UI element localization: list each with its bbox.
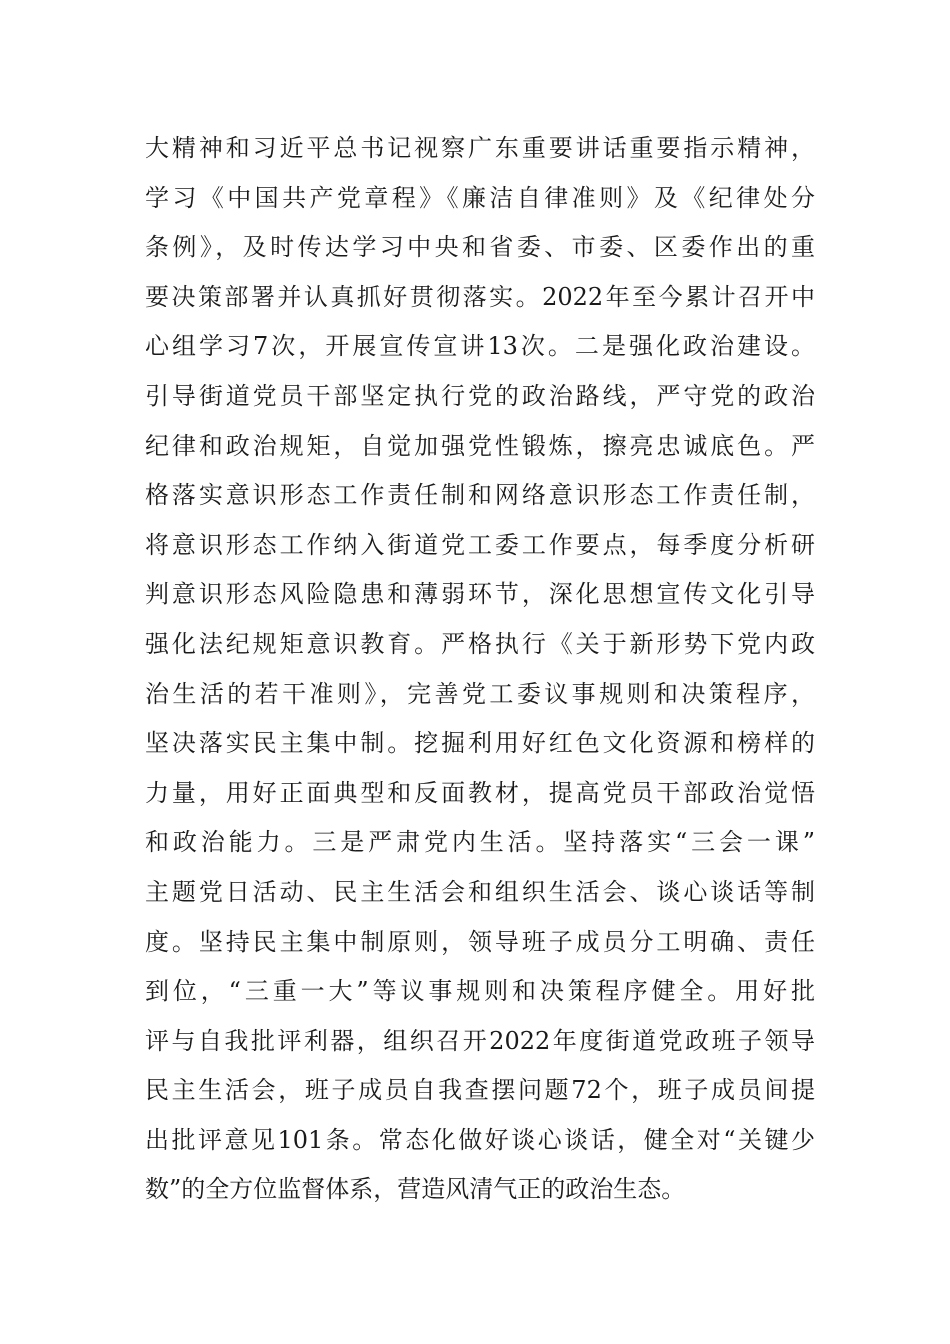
text-line: 和政治能力。三是严肃党内生活。坚持落实“三会一课”	[145, 828, 815, 857]
text-line: 治生活的若干准则》，完善党工委议事规则和决策程序，	[145, 679, 815, 708]
text-line: 到位，“三重一大”等议事规则和决策程序健全。用好批	[145, 977, 815, 1006]
text-line: 度。坚持民主集中制原则，领导班子成员分工明确、责任	[145, 927, 815, 956]
text-line: 评与自我批评利器，组织召开2022年度街道党政班子领导	[145, 1026, 815, 1055]
text-line: 将意识形态工作纳入街道党工委工作要点，每季度分析研	[145, 530, 815, 559]
text-line: 引导街道党员干部坚定执行党的政治路线，严守党的政治	[145, 381, 815, 410]
text-line: 要决策部署并认真抓好贯彻落实。2022年至今累计召开中	[145, 282, 815, 311]
text-line: 坚决落实民主集中制。挖掘利用好红色文化资源和榜样的	[145, 729, 815, 758]
text-line: 民主生活会，班子成员自我查摆问题72个，班子成员间提	[145, 1076, 815, 1105]
text-line: 纪律和政治规矩，自觉加强党性锻炼，擦亮忠诚底色。严	[145, 431, 815, 460]
text-line: 出批评意见101条。常态化做好谈心谈话，健全对“关键少	[145, 1125, 815, 1154]
text-line: 数”的全方位监督体系，营造风清气正的政治生态。	[145, 1175, 686, 1204]
text-line: 条例》，及时传达学习中央和省委、市委、区委作出的重	[145, 233, 815, 262]
text-line: 主题党日活动、民主生活会和组织生活会、谈心谈话等制	[145, 877, 815, 906]
text-line: 心组学习7次，开展宣传宣讲13次。二是强化政治建设。	[145, 332, 815, 361]
text-line: 判意识形态风险隐患和薄弱环节，深化思想宣传文化引导	[145, 580, 815, 609]
text-line: 格落实意识形态工作责任制和网络意识形态工作责任制，	[145, 481, 815, 510]
body-paragraph	[145, 124, 815, 1215]
text-line: 强化法纪规矩意识教育。严格执行《关于新形势下党内政	[145, 629, 815, 658]
text-line: 大精神和习近平总书记视察广东重要讲话重要指示精神，	[145, 134, 815, 162]
text-line: 力量，用好正面典型和反面教材，提高党员干部政治觉悟	[145, 778, 815, 807]
text-line: 学习《中国共产党章程》《廉洁自律准则》及《纪律处分	[145, 183, 815, 212]
